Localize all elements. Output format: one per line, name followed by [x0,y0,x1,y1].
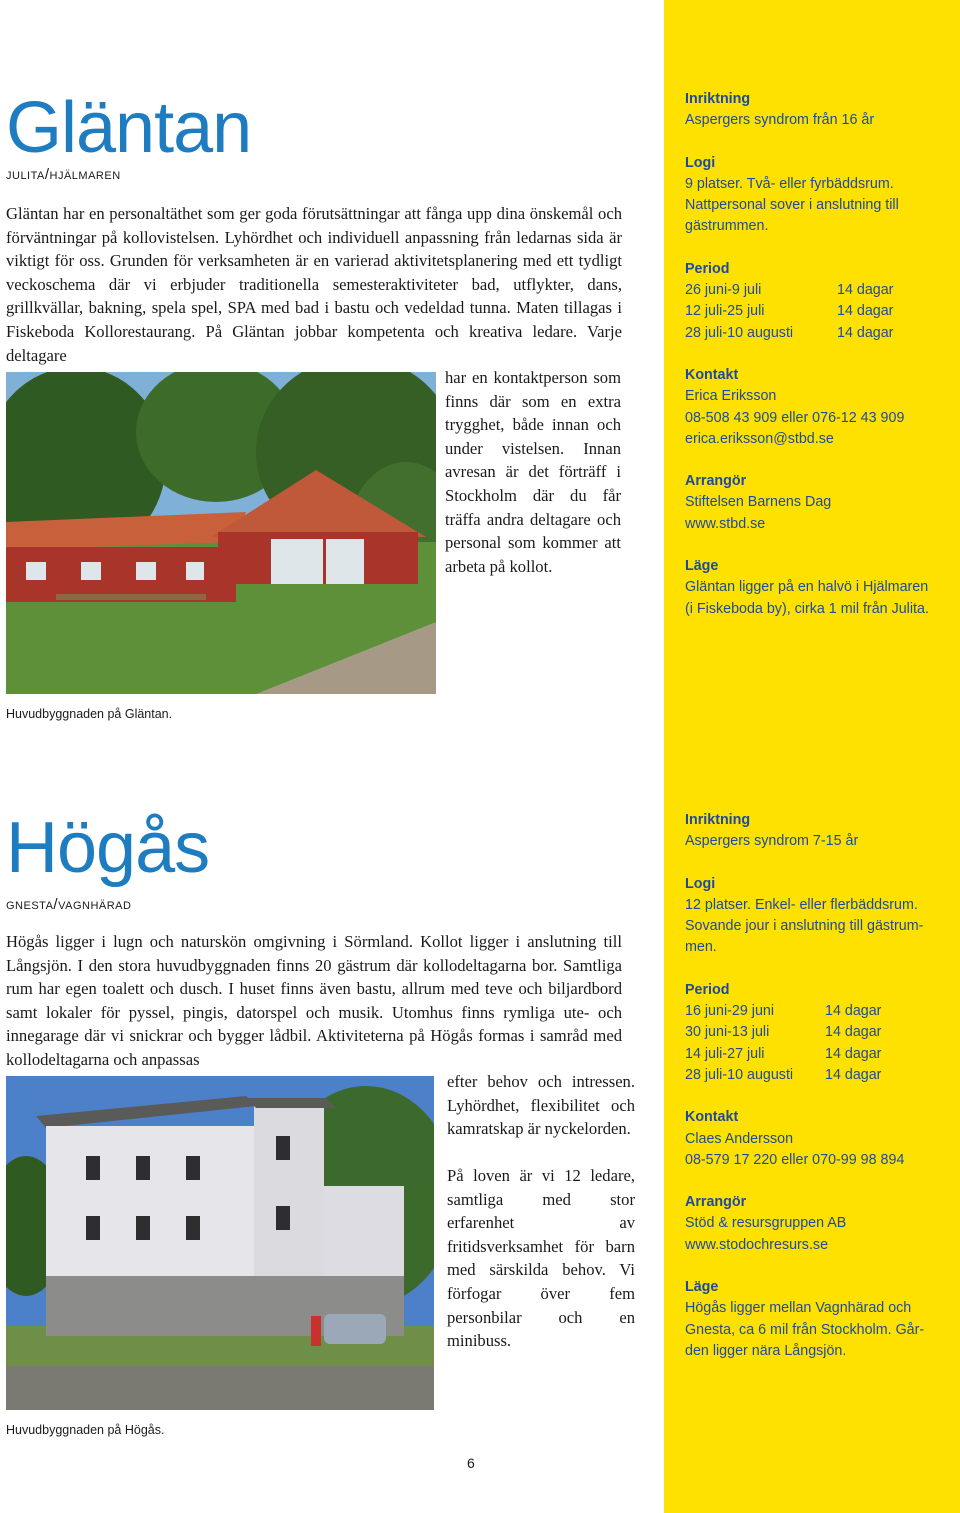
arrangor-link[interactable]: www.stodochresurs.se [685,1236,829,1253]
period-row [685,280,957,301]
hogas-title: Högås [6,808,210,888]
arrangor-name: Stiftelsen Barnens Dag [685,494,832,511]
lage-line: Gnesta, ca 6 mil från Stockholm. Går- [685,1321,925,1338]
kontakt-label: Kontakt [685,366,739,383]
arrangor-name: Stöd & resursgruppen AB [685,1215,847,1232]
period-label: Period [685,260,730,277]
glantan-body: Gläntan har en personaltäthet som ger goda förutsättningar att fånga upp dina önskemål och förväntningar på kollovistelsen. Lyhördhet och individuell anpassning från ledarnas sida är viktigt för oss. Grunden för verksamheten är en varierad aktivitetsplanering med ett tydligt veckoschema där vi erbjuder traditionella semesteraktiviteter bad, utflykter, dans, grillkvällar, bakning, spela spel, SPA med bad i bastu och vedeldad tunna. Maten tillagas i Fiskeboda Kollorestaurang. På Gläntan jobbar kompetenta och kreativa ledare. Varje deltagare [6,204,622,365]
lage-label: Läge [685,1279,719,1296]
lage-line: Högås ligger mellan Vagnhärad och [685,1300,912,1317]
glantan-caption: Huvudbyggnaden på Gläntan. [6,707,173,721]
kontakt-name: Claes Andersson [685,1130,794,1147]
logi-line: Nattpersonal sover i anslutning till [685,197,899,214]
hogas-subtitle: gnesta/vagnhärad [6,896,132,913]
inriktning-label: Inriktning [685,812,751,828]
period-dates: 16 juni-29 juni [685,1003,775,1020]
glantan-title: Gläntan [6,88,252,168]
kontakt-email[interactable]: erica.eriksson@stbd.se [685,430,834,447]
period-days: 14 dagar [837,324,894,341]
logi-line: men. [685,939,717,956]
logi-line: 12 platser. Enkel- eller flerbäddsrum. [685,896,918,913]
hogas-body-float: efter behov och intressen. Lyhördhet, flexibilitet och kamratskap är nyckelorden. [447,1072,635,1139]
glantan-photo [6,372,436,694]
period-dates: 28 juli-10 augusti [685,324,794,341]
hogas-body: Högås ligger i lugn och naturskön omgivning i Sörmland. Kollot ligger i anslutning till Långsjön. I den stora huvudbyggnaden finns 20 gästrum där kollodeltagarna bor. Samtliga rum har egen toalett och dusch. I huset finns även bastu, allrum med teve och biljardbord samt lokaler för pyssel, pingis, datorspel och musik. Utomhus finns rymliga ute- och innegarage där vi snickrar och bygger lådbil. Aktiviteterna på Högås formas i samråd med kollodeltagarna och anpassas [6,932,622,1069]
period-days: 14 dagar [825,1003,882,1020]
kontakt-label: Kontakt [685,1109,739,1126]
kontakt-phone: 08-508 43 909 eller 076-12 43 909 [685,409,905,426]
hogas-caption: Huvudbyggnaden på Högås. [6,1423,165,1437]
period-dates: 12 juli-25 juli [685,303,765,320]
period-label: Period [685,981,730,998]
period-dates: 28 juli-10 augusti [685,1066,794,1083]
hogas-photo [6,1076,434,1410]
logi-line: Sovande jour i anslutning till gästrum- [685,918,924,935]
logi-label: Logi [685,875,716,892]
logi-line: gästrummen. [685,218,769,235]
lage-line: Gläntan ligger på en halvö i Hjälmaren [685,579,929,596]
inriktning-value: Aspergers syndrom från 16 år [685,112,875,129]
period-row [685,1001,957,1022]
period-days: 14 dagar [825,1066,882,1083]
inriktning-value: Aspergers syndrom 7-15 år [685,833,859,850]
period-days: 14 dagar [837,282,894,299]
period-row [685,1022,957,1043]
hogas-body-float-2: På loven är vi 12 ledare, samtliga med stor erfarenhet av fritidsverksamhet för barn med särskilda behov. Vi förfogar över fem personbilar och en minibuss. [447,1166,635,1351]
arrangor-link[interactable]: www.stbd.se [685,515,766,532]
arrangor-label: Arrangör [685,473,747,490]
period-dates: 14 juli-27 juli [685,1045,765,1062]
logi-line: 9 platser. Två- eller fyrbäddsrum. [685,175,894,192]
period-row [685,301,957,322]
period-dates: 26 juni-9 juli [685,282,762,299]
page-number: 6 [467,1455,475,1471]
lage-line: den ligger nära Långsjön. [685,1342,847,1359]
lage-line: (i Fiskeboda by), cirka 1 mil från Julita. [685,600,929,617]
period-days: 14 dagar [837,303,894,320]
period-days: 14 dagar [825,1045,882,1062]
arrangor-label: Arrangör [685,1194,747,1211]
period-dates: 30 juni-13 juli [685,1024,770,1041]
period-row [685,323,957,344]
logi-label: Logi [685,154,716,171]
kontakt-phone: 08-579 17 220 eller 070-99 98 894 [685,1151,905,1168]
inriktning-label: Inriktning [685,91,751,107]
period-days: 14 dagar [825,1024,882,1041]
glantan-subtitle: julita/hjälmaren [6,166,121,183]
lage-label: Läge [685,558,719,575]
hogas-info [685,810,957,1383]
period-row [685,1044,957,1065]
glantan-info [685,89,957,641]
kontakt-name: Erica Eriksson [685,388,777,405]
glantan-body-float: har en kontaktperson som finns där som en extra trygghet, både innan och under vistelsen. Innan avresan är det förträff i Stockholm där du får träffa andra deltagare och personal som kommer att arbeta på kollot. [445,368,621,576]
period-row [685,1065,957,1086]
